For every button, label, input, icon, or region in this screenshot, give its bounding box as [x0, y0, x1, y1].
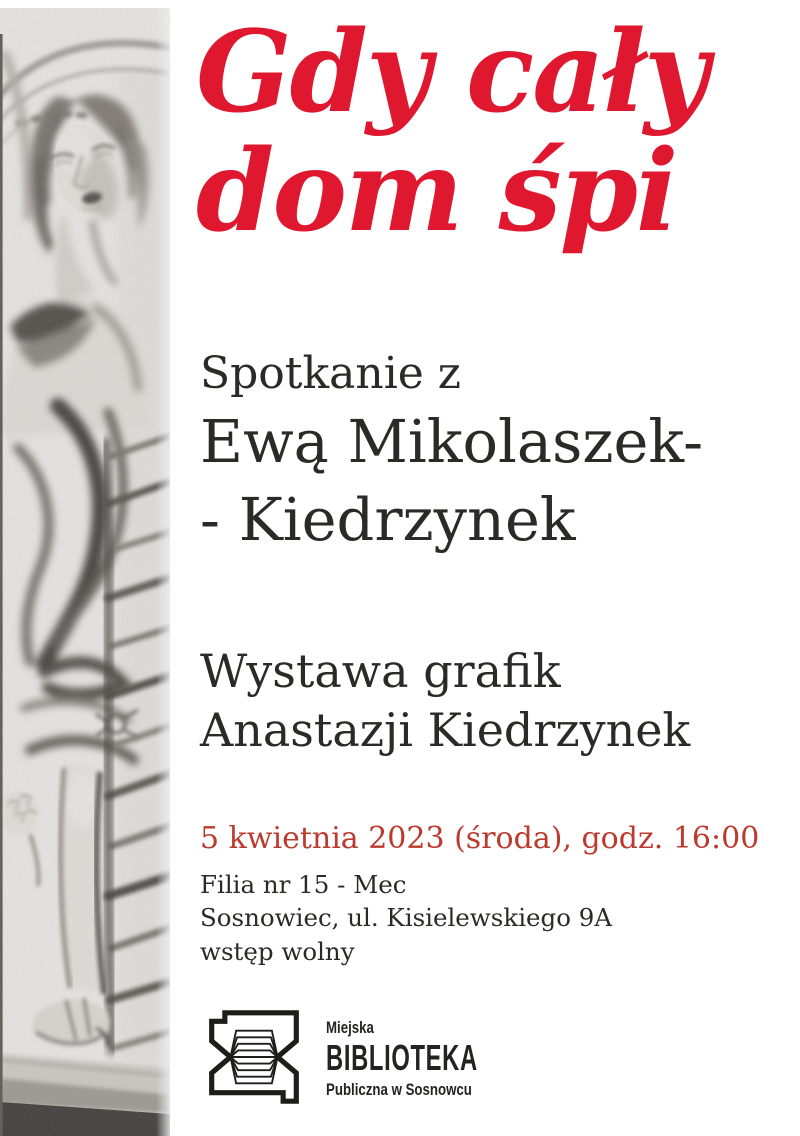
meeting-intro: Spotkanie z [200, 348, 461, 399]
title-line-2: dom śpi [196, 125, 677, 257]
logo-line-2: BIBLIOTEKA [326, 1037, 478, 1078]
guest-name-line-2: - Kiedrzynek [200, 485, 576, 555]
logo-line-1: Miejska [326, 1018, 374, 1037]
meeting-block [200, 348, 703, 557]
exhibition-line-1: Wystawa grafik [200, 644, 561, 698]
guest-name-line-1: Ewą Mikolaszek- [200, 406, 704, 476]
logo-line-3: Publiczna w Sosnowcu [326, 1080, 472, 1099]
event-address: Sosnowiec, ul. Kisielewskiego 9A [200, 903, 613, 933]
exhibition-block [200, 642, 690, 760]
event-venue: Filia nr 15 - Mec [200, 869, 407, 899]
exhibition-line-2: Anastazji Kiedrzynek [200, 702, 691, 757]
poster-title [196, 7, 786, 257]
event-datetime: 5 kwietnia 2023 (środa), godz. 16:00 [200, 821, 760, 856]
library-logo-text [326, 1018, 556, 1100]
title-line-1: Gdy cały [196, 7, 707, 138]
event-details [200, 820, 759, 969]
library-logo [198, 1010, 556, 1104]
open-book-icon [198, 1010, 310, 1104]
event-admission: wstęp wolny [200, 937, 355, 967]
